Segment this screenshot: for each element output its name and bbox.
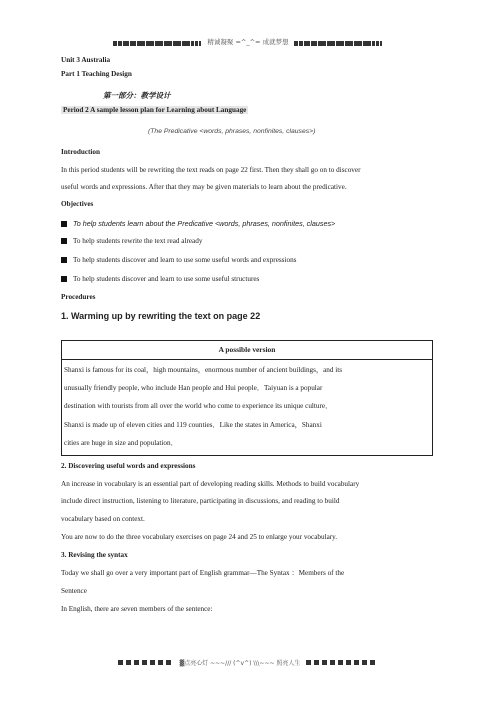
bullet-square-icon (61, 221, 67, 227)
box-title: A possible version (62, 341, 432, 360)
step-2-line: An increase in vocabulary is an essential part of developing reading skills. Methods to build vocabulary (61, 480, 360, 488)
footer-left-decoration (118, 659, 174, 666)
step-2-line: You are now to do the three vocabulary exercises on page 24 and 25 to enlarge your vocabulary. (61, 533, 338, 541)
unit-title: Unit 3 Australia (61, 56, 111, 64)
footer-text: ▓点亮心灯 ~~~/// (^v^) \\\~~~ 照亮人生 (179, 660, 301, 667)
possible-version-box (61, 340, 433, 456)
bullet-square-icon (61, 276, 67, 282)
box-line: destination with tourists from all over the world who come to experience its unique culture． (64, 402, 333, 410)
objective-item: To help students discover and learn to use some useful words and expressions (61, 256, 296, 265)
header-left-decoration (113, 39, 202, 44)
step-3-line: Today we shall go over a very important part of English grammar—The Syntax ：Members of the (61, 569, 345, 577)
step-2-line: include direct instruction, listening to literature, participating in discussions, and reading to build (61, 497, 340, 505)
step-3-line: In English, there are seven members of the sentence: (61, 605, 213, 613)
introduction-line: In this period students will be rewriting the text reads on page 22 first. Then they shall go on to discover (61, 166, 361, 174)
box-line: Shanxi is made up of eleven cities and 119 counties．Like the states in America，Shanxi (64, 421, 322, 429)
chinese-heading: 第一部分：教学设计 (103, 91, 171, 100)
objective-item: To help students learn about the Predicative <words, phrases, nonfinites, clauses> (61, 219, 335, 229)
header-text: 精诚凝聚 =^_^= 成就梦想 (207, 38, 289, 46)
introduction-line: useful words and expressions. After that they may be given materials to learn about the predicative. (61, 183, 347, 191)
header-right-decoration (294, 39, 383, 44)
introduction-heading: Introduction (61, 148, 101, 156)
lesson-subtitle: (The Predicative <words, phrases, nonfinites, clauses>) (148, 128, 316, 135)
period-heading: Period 2 A sample lesson plan for Learning about Language (63, 106, 247, 114)
page-footer (0, 658, 496, 667)
box-line: cities are huge in size and population． (64, 439, 178, 447)
step-1-heading: 1. Warming up by rewriting the text on page 22 (61, 311, 261, 321)
bullet-square-icon (61, 257, 67, 263)
step-2-heading: 2. Discovering useful words and expressions (61, 462, 196, 470)
objective-item: To help students rewrite the text read already (61, 237, 202, 246)
step-3-line: Sentence (61, 587, 87, 595)
box-line: unusually friendly people, who include Han people and Hui people．Taiyuan is a popular (64, 384, 323, 392)
procedures-heading: Procedures (61, 293, 96, 301)
box-line: Shanxi is famous for its coal，high mountains，enormous number of ancient buildings，and its (64, 366, 343, 374)
footer-right-decoration (306, 659, 378, 666)
part-title: Part 1 Teaching Design (61, 70, 132, 78)
objective-item: To help students discover and learn to use some useful structures (61, 275, 259, 284)
bullet-square-icon (61, 238, 67, 244)
objectives-heading: Objectives (61, 200, 94, 208)
step-2-line: vocabulary based on context. (61, 515, 145, 523)
step-3-heading: 3. Revising the syntax (61, 551, 128, 559)
page-header (0, 37, 496, 46)
